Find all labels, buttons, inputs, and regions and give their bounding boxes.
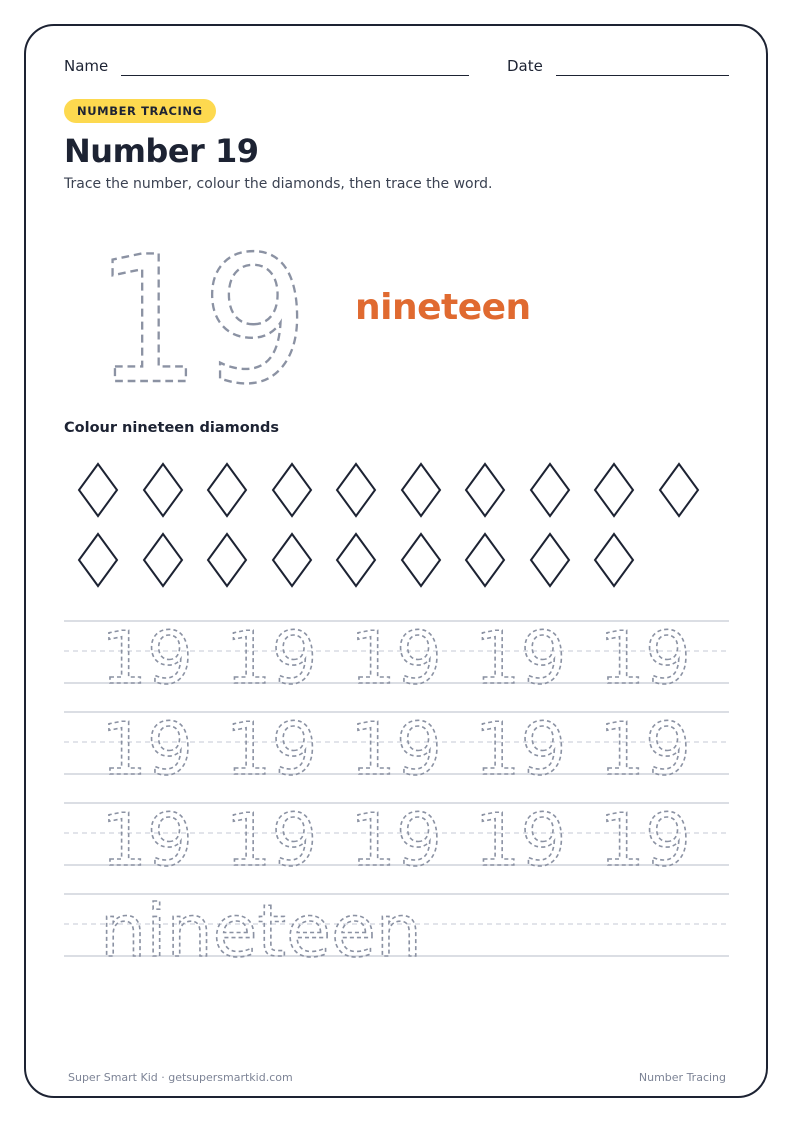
trace-number[interactable]: 19	[474, 707, 567, 791]
big-number-outline: 19	[94, 220, 309, 423]
trace-number[interactable]: 19	[474, 798, 567, 882]
page-title: Number 19	[64, 132, 259, 170]
trace-number[interactable]: 19	[101, 798, 193, 882]
trace-number[interactable]: 19	[599, 616, 691, 700]
trace-number[interactable]: 19	[101, 616, 193, 700]
trace-word[interactable]: nineteen	[100, 889, 422, 973]
trace-number[interactable]: 19	[350, 707, 442, 791]
date-label: Date	[507, 57, 543, 75]
instructions: Trace the number, colour the diamonds, then trace the word.	[64, 176, 493, 192]
trace-number[interactable]: 19	[225, 616, 318, 700]
trace-number[interactable]: 19	[474, 616, 567, 700]
trace-number[interactable]: 19	[225, 707, 318, 791]
number-word: nineteen	[355, 287, 531, 328]
trace-number[interactable]: 19	[350, 616, 442, 700]
footer-section: Number Tracing	[638, 1071, 726, 1084]
footer-brand: Super Smart Kid · getsupersmartkid.com	[68, 1071, 293, 1084]
trace-number[interactable]: 19	[599, 798, 691, 882]
trace-number[interactable]: 19	[599, 707, 691, 791]
trace-number[interactable]: 19	[101, 707, 193, 791]
name-label: Name	[64, 57, 109, 75]
diamonds-instruction: Colour nineteen diamonds	[64, 420, 280, 436]
trace-number[interactable]: 19	[350, 798, 442, 882]
category-badge: NUMBER TRACING	[64, 99, 216, 123]
trace-number[interactable]: 19	[225, 798, 318, 882]
